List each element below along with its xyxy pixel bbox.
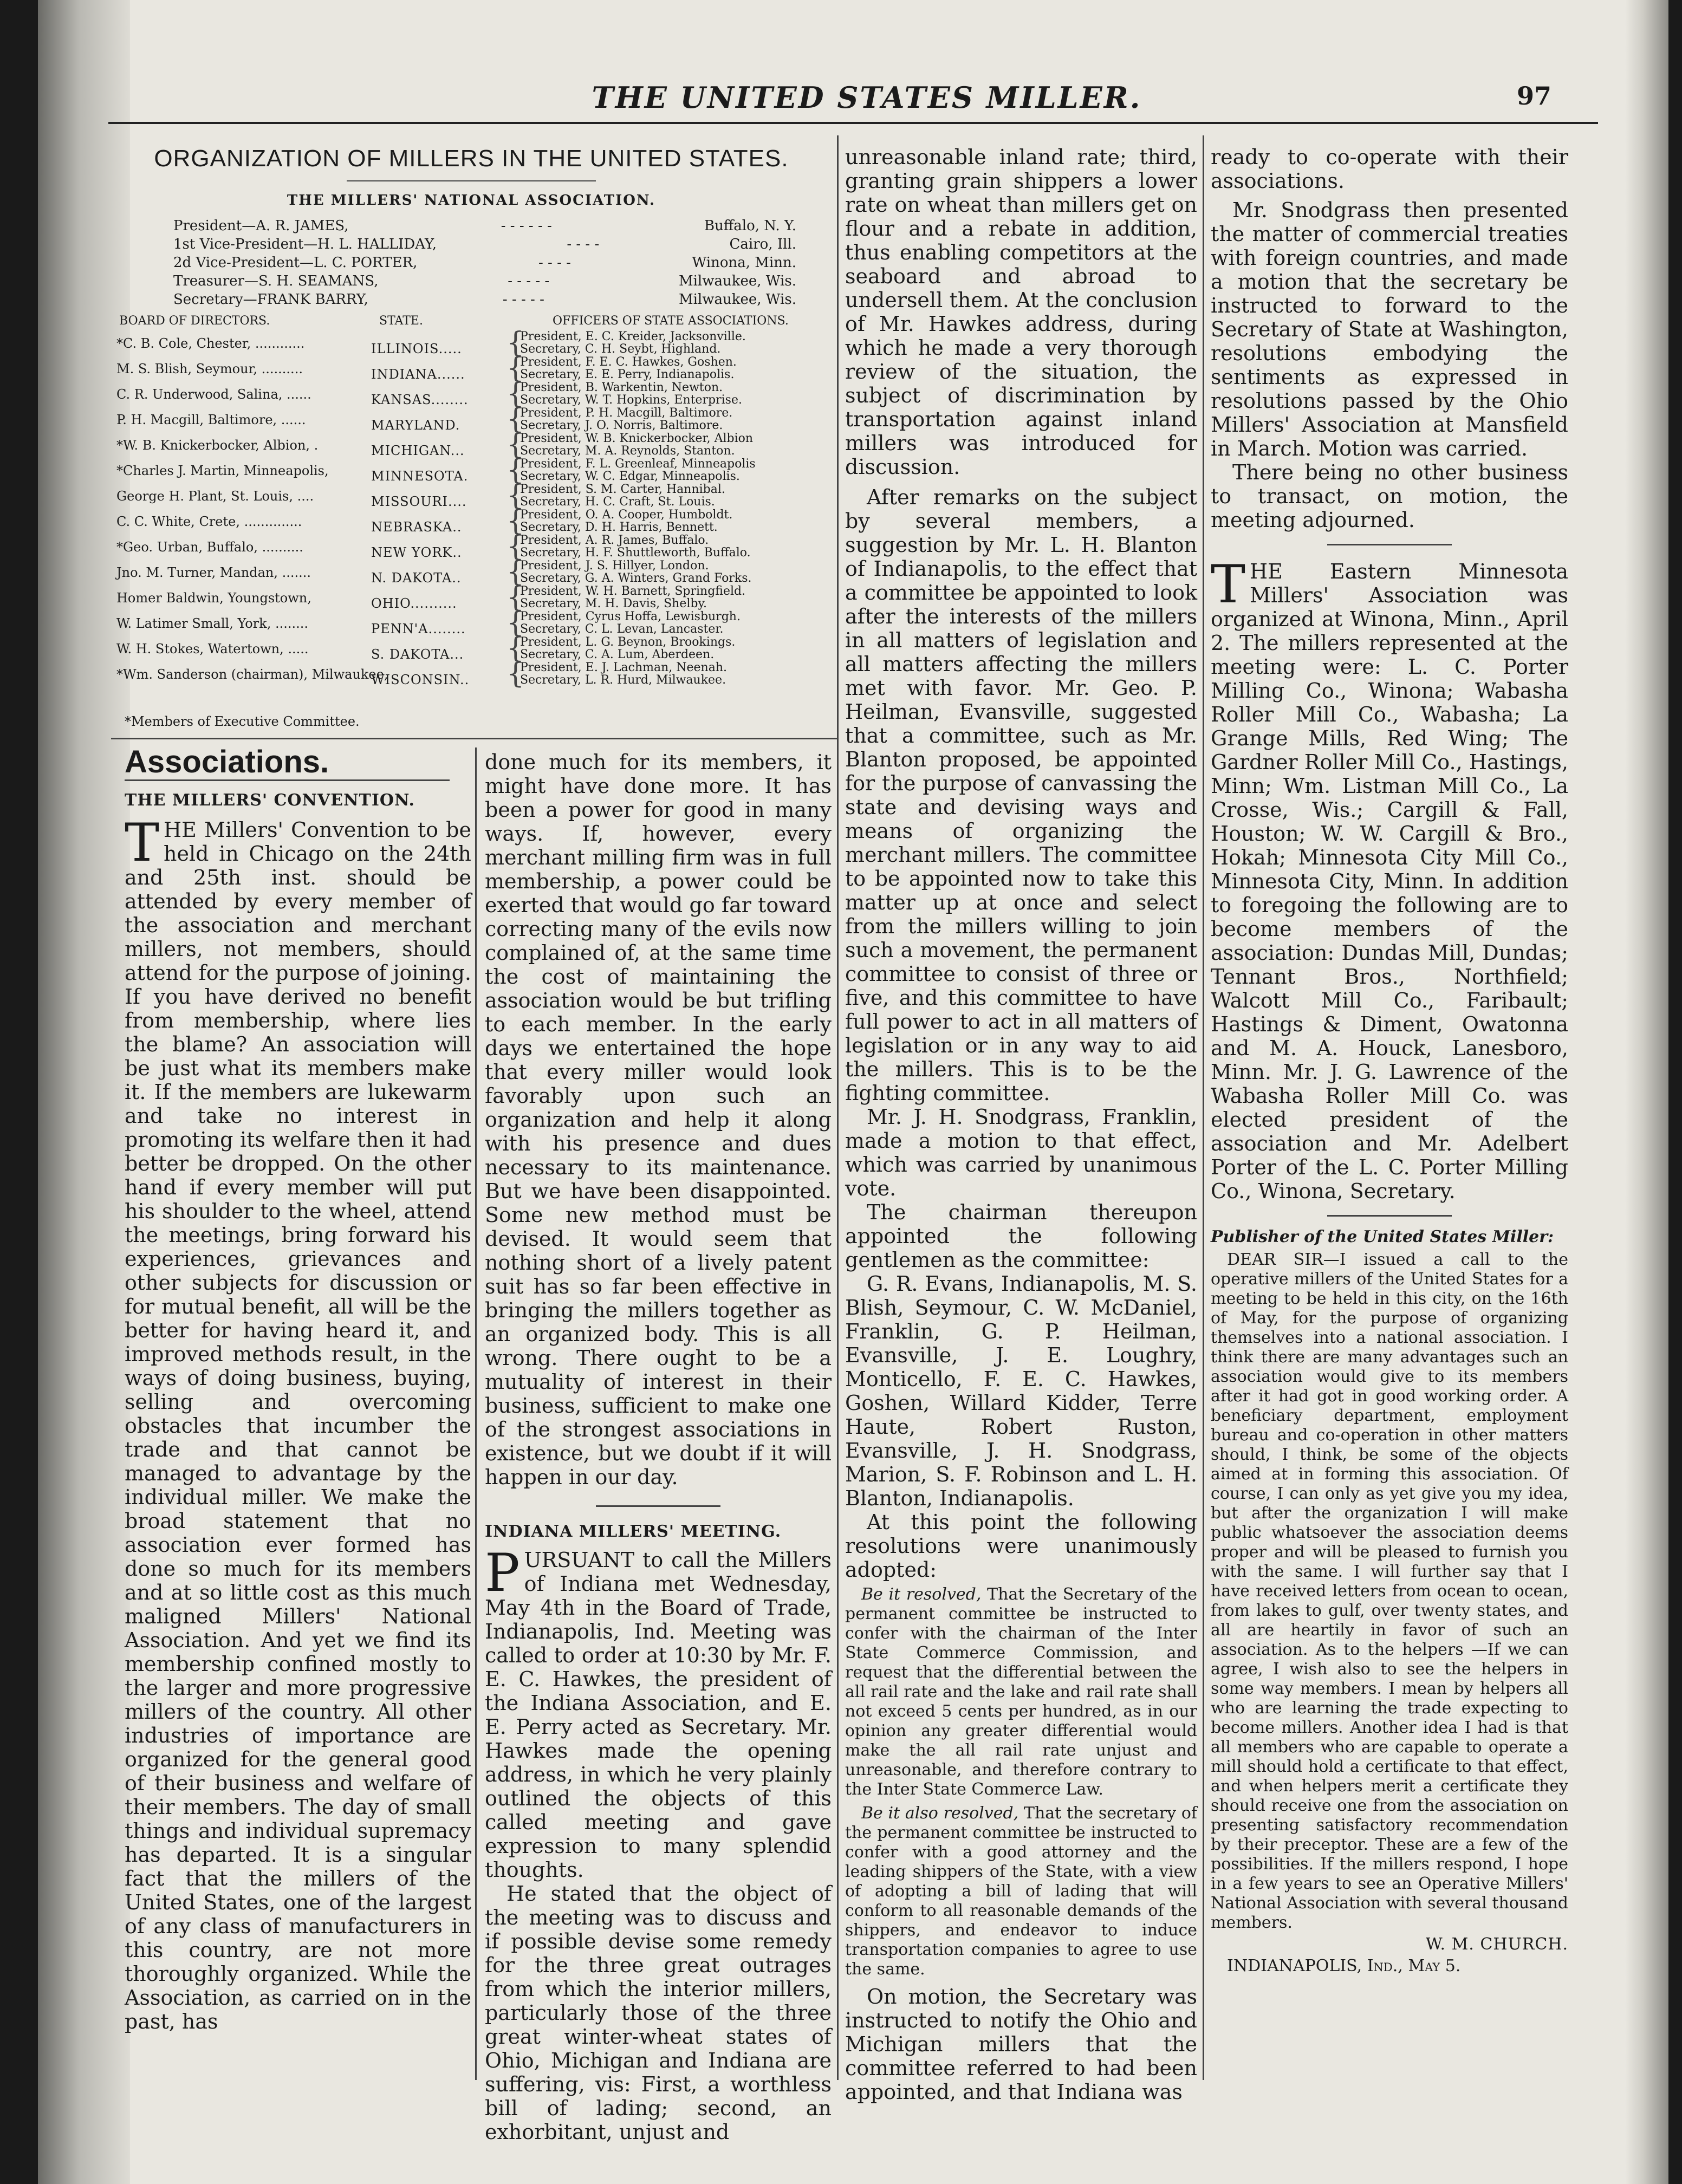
brace-mark: { xyxy=(506,632,525,665)
brace-mark: { xyxy=(506,454,525,486)
director-name: C. R. Underwood, Salina, ...... xyxy=(116,387,311,402)
board-row xyxy=(116,352,837,385)
article-text: HE Eastern Minnesota Millers' Association was organized at Winona, Minn., April 2. The millers represented at the meeting were: L. C. Porter Milling Co., Winona; Wabasha Roller Mill Co., Wabasha; La Grange Mills, Red Wing; The Gardner Roller Mill Co., Hastings, Minn; Wm. Listman Mill Co., La Crosse, Wis.; Cargill & Fall, Houston; W. W. Cargill & Bro., Hokah; Minnesota City Mill Co., Minnesota City, Minn. In addition to foregoing the following are to become members of the association: Dundas Mill, Dundas; Tennant Bros., Northfield; Walcott Mill Co., Faribault; Hastings & Diment, Owatonna and M. A. Houck, Lanesboro, Minn. Mr. J. G. Lawrence of the Wabasha Roller Mill Co. was elected president of the association and Mr. Adelbert Porter of the L. C. Porter Milling Co., Winona, Secretary. xyxy=(1211,560,1568,1203)
article-text: unreasonable inland rate; third, granting grain shippers a lower rate on wheat than millers get on flour and a rebate in addition, thus enabling competitors at the seaboard and abroad to undersell them. At the conclusion of Mr. Hawkes address, during which he made a very thorough review of the situation, the subject of discrimination by transportation against inland millers was introduced for discussion. xyxy=(845,145,1197,479)
director-name: W. H. Stokes, Watertown, ..... xyxy=(116,641,309,656)
state-officers xyxy=(520,661,727,686)
state-secretary: Secretary, J. O. Norris, Baltimore. xyxy=(520,419,723,432)
brace-mark: { xyxy=(506,530,525,563)
state-president: President, E. J. Lachman, Neenah. xyxy=(520,661,727,674)
board-row xyxy=(116,454,837,486)
letter-signature: W. M. CHURCH. xyxy=(1425,1935,1568,1954)
board-row xyxy=(116,607,837,639)
organization-title: ORGANIZATION OF MILLERS IN THE UNITED STATES. xyxy=(154,145,789,172)
resolution-text: That the Secretary of the permanent committee be instructed to confer with the chairman of the Inter State Commerce Commission, and request that the differential between the all rail rate and the lake and rail rate shall not exceed 5 cents per hundred, as in our opinion any greater differential would make the all rail rate unjust and unreasonable, and therefore contrary to the Inter State Commerce Law. xyxy=(845,1585,1197,1799)
state-officers xyxy=(520,636,735,661)
resolution-text: That the secretary of the permanent committee be instructed to confer with a good attorney and the leading shippers of the State, with a view of adopting a bill of lading that will conform to all reasonable demands of the shippers, and endeavor to induce transportation companies to agree to use the same. xyxy=(845,1804,1198,1979)
state-name: ILLINOIS..... xyxy=(371,341,462,356)
brace-mark: { xyxy=(506,378,525,410)
state-secretary: Secretary, L. R. Hurd, Milwaukee. xyxy=(520,673,726,687)
resolution-lead: Be it also resolved, xyxy=(861,1804,1019,1823)
brace-mark: { xyxy=(506,428,525,461)
state-president: President, B. Warkentin, Newton. xyxy=(520,381,723,394)
state-president: President, A. R. James, Buffalo. xyxy=(520,534,709,547)
state-president: President, W. B. Knickerbocker, Albion xyxy=(520,432,754,445)
page-number: 97 xyxy=(1517,81,1552,110)
director-name: M. S. Blish, Seymour, .......... xyxy=(116,361,303,376)
page-edge xyxy=(1625,0,1668,2184)
board-row xyxy=(116,632,837,665)
director-name: P. H. Macgill, Baltimore, ...... xyxy=(116,412,306,427)
article-text: On motion, the Secretary was instructed to notify the Ohio and Michigan millers that the committee referred to had been appointed, and that Indiana was xyxy=(845,1985,1197,2104)
letter-opening: DEAR SIR xyxy=(1227,1250,1323,1269)
state-president: President, J. S. Hillyer, London. xyxy=(520,559,709,573)
officers-header: OFFICERS OF STATE ASSOCIATIONS. xyxy=(553,314,789,328)
state-secretary: Secretary, W. C. Edgar, Minneapolis. xyxy=(520,470,740,483)
dropcap: P xyxy=(485,1543,520,1603)
state-officers xyxy=(520,610,741,635)
state-name: INDIANA...... xyxy=(371,367,465,382)
brace-mark: { xyxy=(506,403,525,435)
brace-mark: { xyxy=(506,479,525,512)
state-president: President, E. C. Kreider, Jacksonville. xyxy=(520,330,746,343)
director-name: *W. B. Knickerbocker, Albion, . xyxy=(116,438,319,453)
state-secretary: Secretary, M. H. Davis, Shelby. xyxy=(520,597,707,610)
director-name: C. C. White, Crete, .............. xyxy=(116,514,302,529)
director-name: George H. Plant, St. Louis, .... xyxy=(116,489,314,504)
state-secretary: Secretary, G. A. Winters, Grand Forks. xyxy=(520,571,752,585)
brace-mark: { xyxy=(506,505,525,537)
board-row xyxy=(116,378,837,410)
state-name: WISCONSIN.. xyxy=(371,672,470,687)
state-officers xyxy=(520,330,746,355)
state-header: STATE. xyxy=(379,314,423,328)
board-table xyxy=(116,327,837,690)
state-name: PENN'A........ xyxy=(371,621,466,636)
state-officers xyxy=(520,432,753,457)
state-president: President, Cyrus Hoffa, Lewisburgh. xyxy=(520,610,741,623)
state-president: President, F. L. Greenleaf, Minneapolis xyxy=(520,457,756,471)
divider xyxy=(1327,1215,1452,1217)
director-name: W. Latimer Small, York, ........ xyxy=(116,616,308,631)
state-secretary: Secretary, H. C. Craft, St. Louis. xyxy=(520,495,715,509)
state-secretary: Secretary, C. H. Seybt, Highland. xyxy=(520,342,721,356)
column-3 xyxy=(845,145,1197,2104)
state-president: President, F. E. C. Hawkes, Goshen. xyxy=(520,355,737,369)
article-text: done much for its members, it might have done more. It has been a power for good in many ways. If, however, every merchant milling firm was in full membership, a power could be exerted that would go far toward correcting many of the evils now complained of, at the same time the cost of maintaining the association would be but trifling to each member. In the early days we entertained the hope that every miller would look favorably upon such an organization and help it along with his presence and dues necessary to its maintenance. But we have been disappointed. Some new method must be devised. It would seem that nothing short of a lively patent suit has so far been effective in bringing the millers together as an organized body. This is all wrong. There ought to be a mutuality of interest in their business, sufficient to make one of the strongest associations in existence, but we doubt if it will happen in our day. xyxy=(485,750,832,1489)
state-secretary: Secretary, C. A. Lum, Aberdeen. xyxy=(520,648,715,661)
column-rule xyxy=(475,748,477,2080)
brace-mark: { xyxy=(506,352,525,385)
state-president: President, O. A. Cooper, Humboldt. xyxy=(520,508,733,522)
officers-list xyxy=(173,217,796,309)
director-name: *Wm. Sanderson (chairman), Milwaukee, xyxy=(116,667,388,682)
indiana-heading: INDIANA MILLERS' MEETING. xyxy=(485,1522,782,1541)
divider xyxy=(347,180,596,181)
associations-column xyxy=(125,744,471,2033)
committee-list: G. R. Evans, Indianapolis, M. S. Blish, Seymour, C. W. McDaniel, Franklin, G. P. Heilman, Evansville, J. E. Loughry, Monticello, F. E. C. Hawkes, Goshen, Willard Kidder, Terre Haute, Robert Ruston, Evansville, J. H. Snodgrass, Marion, S. F. Robinson and L. H. Blanton, Indianapolis. xyxy=(845,1272,1197,1510)
state-name: NEW YORK.. xyxy=(371,545,462,560)
article-text: After remarks on the subject by several members, a suggestion by Mr. L. H. Blanton of Indianapolis, to the effect that a committee be appointed to look after the interests of the millers in all matters of legislation and all matters affecting the millers met with favor. Mr. Geo. P. Heilman, Evansville, suggested that a committee, such as Mr. Blanton proposed, be appointed for the purpose of canvassing the state and devising ways and means of organizing the merchant millers. The committee to be appointed now to take this matter up at once and select from the millers willing to join such a movement, the permanent committee to consist of three or five, and this committee to have full power to act in all matters of legislation or in any way to aid the millers. This is to be the fighting committee. xyxy=(845,485,1197,1105)
brace-mark: { xyxy=(506,581,525,614)
article-text: Mr. J. H. Snodgrass, Franklin, made a motion to that effect, which was carried by unanimous vote. xyxy=(845,1105,1197,1200)
state-officers xyxy=(520,356,737,381)
brace-mark: { xyxy=(506,556,525,588)
brace-mark: { xyxy=(506,327,525,359)
column-rule xyxy=(837,135,839,2080)
brace-mark: { xyxy=(506,607,525,639)
article-text: Mr. Snodgrass then presented the matter of commercial treaties with foreign countries, and made a motion that the secretary be instructed to forward to the Secretary of State at Washington, resolutions embodying the sentiments as expressed in resolutions passed by the Ohio Millers' Association at Mansfield in March. Motion was carried. xyxy=(1211,198,1568,460)
officer-row: 2d Vice-President—L. C. PORTER, - - - - Winona, Minn. xyxy=(173,255,796,271)
binding-gutter xyxy=(38,0,130,2184)
associations-heading: Associations. xyxy=(125,744,329,779)
state-secretary: Secretary, E. E. Perry, Indianapolis. xyxy=(520,368,735,381)
column-rule xyxy=(1203,135,1204,2080)
board-row xyxy=(116,530,837,563)
officer-row: President—A. R. JAMES, - - - - - - Buffalo, N. Y. xyxy=(173,218,796,234)
state-officers xyxy=(520,407,732,432)
article-text: URSUANT to call the Millers of Indiana met Wednesday, May 4th in the Board of Trade, Indianapolis, Ind. Meeting was called to order at 10:30 by Mr. F. E. C. Hawkes, the president of the Indiana Association, and E. E. Perry acted as Secretary. Mr. Hawkes made the opening address, in which he very plainly outlined the objects of this called meeting and gave expression to many splendid thoughts. xyxy=(485,1548,832,1882)
board-header: BOARD OF DIRECTORS. xyxy=(119,314,270,328)
state-president: President, P. H. Macgill, Baltimore. xyxy=(520,406,733,420)
column-4 xyxy=(1211,145,1568,1976)
state-secretary: Secretary, D. H. Harris, Bennett. xyxy=(520,521,718,534)
article-text: The chairman thereupon appointed the following gentlemen as the committee: xyxy=(845,1200,1197,1272)
masthead-title: THE UNITED STATES MILLER. xyxy=(592,80,1142,115)
brace-mark: { xyxy=(506,658,525,690)
state-president: President, L. G. Beynon, Brookings. xyxy=(520,635,736,649)
state-officers xyxy=(520,458,756,483)
director-name: *Charles J. Martin, Minneapolis, xyxy=(116,463,329,478)
state-officers xyxy=(520,483,725,508)
article-text: There being no other business to transact, on motion, the meeting adjourned. xyxy=(1211,460,1568,532)
state-name: S. DAKOTA... xyxy=(371,647,464,662)
state-name: MINNESOTA. xyxy=(371,469,469,484)
officer-row: Treasurer—S. H. SEAMANS, - - - - - Milwaukee, Wis. xyxy=(173,273,796,289)
board-row xyxy=(116,658,837,690)
footnote: *Members of Executive Committee. xyxy=(125,714,360,729)
state-secretary: Secretary, W. T. Hopkins, Enterprise. xyxy=(520,393,742,407)
state-name: MARYLAND. xyxy=(371,418,460,433)
letter-body: —I issued a call to the operative millers of the United States for a meeting to be held in this city, on the 16th of May, for the purpose of organizing themselves into a national association. I think there are many advantages such an association would give to its members after it had got in good working order. A beneficiary department, employment bureau and co-operation in other matters should, I think, be some of the objects aimed at in forming this association. Of course, I can only as yet give you my idea, but after the organization I will make public whatsoever the association deems proper and will be pleased to furnish you with the same. I will further say that I have received letters from ocean to ocean, from lakes to gulf, over twenty states, and all are heartily in favor of such an association. As to the helpers —If we can agree, I wish also to see the helpers in some way members. I mean by helpers all who are learning the trade expecting to become millers. Another idea I had is that all members who are capable to operate a mill should hold a certificate to that effect, and when helpers merit a certificate they should receive one from the association on presenting satisfactory recommendation by their preceptor. These are a few of the possibilities. If the millers respond, I hope in a few years to see an Operative Millers' National Association with several thousand members. xyxy=(1211,1250,1568,1932)
state-name: KANSAS........ xyxy=(371,392,469,407)
letter-dateline: INDIANAPOLIS, Ind., May 5. xyxy=(1227,1956,1461,1975)
director-name: Jno. M. Turner, Mandan, ....... xyxy=(116,565,311,580)
state-name: N. DAKOTA.. xyxy=(371,570,462,586)
state-president: President, S. M. Carter, Hannibal. xyxy=(520,483,725,496)
article-text: At this point the following resolutions were unanimously adopted: xyxy=(845,1510,1197,1582)
state-president: President, W. H. Barnett, Springfield. xyxy=(520,584,746,598)
letter-salutation: Publisher of the United States Miller: xyxy=(1211,1227,1554,1246)
state-officers xyxy=(520,560,752,584)
board-row xyxy=(116,327,837,359)
state-secretary: Secretary, H. F. Shuttleworth, Buffalo. xyxy=(520,546,751,560)
dropcap: T xyxy=(125,812,160,873)
state-name: MISSOURI.... xyxy=(371,494,467,509)
director-name: *Geo. Urban, Buffalo, .......... xyxy=(116,540,303,555)
state-officers xyxy=(520,381,742,406)
board-row xyxy=(116,556,837,588)
officer-row: Secretary—FRANK BARRY, - - - - - Milwaukee, Wis. xyxy=(173,291,796,308)
divider xyxy=(596,1505,720,1507)
header-rule xyxy=(108,122,1598,124)
officer-row: 1st Vice-President—H. L. HALLIDAY, - - - - Cairo, Ill. xyxy=(173,236,796,252)
state-officers xyxy=(520,509,732,534)
board-row xyxy=(116,403,837,435)
board-row xyxy=(116,505,837,537)
divider xyxy=(125,779,450,781)
dropcap: T xyxy=(1211,554,1246,615)
state-name: MICHIGAN... xyxy=(371,443,465,458)
board-row xyxy=(116,428,837,461)
state-secretary: Secretary, M. A. Reynolds, Stanton. xyxy=(520,444,735,458)
state-name: NEBRASKA.. xyxy=(371,519,462,535)
convention-heading: THE MILLERS' CONVENTION. xyxy=(125,791,415,810)
state-secretary: Secretary, C. L. Levan, Lancaster. xyxy=(520,622,724,636)
director-name: *C. B. Cole, Chester, ............ xyxy=(116,336,305,351)
state-officers xyxy=(520,534,751,559)
article-text: He stated that the object of the meeting was to discuss and if possible devise some remedy for the three great outrages from which the interior millers, particularly those of the three great winter-wheat states of Ohio, Michigan and Indiana are suffering, vis: First, a worthless bill of lading; second, an exhorbitant, unjust and xyxy=(485,1882,832,2144)
article-text: HE Millers' Convention to be held in Chicago on the 24th and 25th inst. should be attended by every member of the association and merchant millers, not members, should attend for the purpose of joining. If you have derived no benefit from membership, where lies the blame? An association will be just what its members make it. If the members are lukewarm and take no interest in promoting its welfare then it had better be dropped. On the other hand if every member will put his shoulder to the wheel, attend the meetings, bring forward his experiences, grievances and other subjects for discussion or for mutual benefit, all will be the better for having heard it, and improved methods result, in the ways of doing business, buying, selling and overcoming obstacles that incumber the trade and that cannot be managed to advantage by the individual miller. We make the broad statement that no association ever formed has done so much for its members and at so little cost as this much maligned Millers' National Association. And yet we find its membership confined mostly to the larger and more progressive millers of the country. All other industries of importance are organized for the general good of their business and welfare of their members. The day of small things and individual supremacy has departed. It is a singular fact that the millers of the United States, one of the largest of any class of manufacturers in this country, are not more thoroughly organized. While the Association, as carried on in the past, has xyxy=(125,818,471,2033)
director-name: Homer Baldwin, Youngstown, xyxy=(116,590,311,606)
association-title: THE MILLERS' NATIONAL ASSOCIATION. xyxy=(287,192,656,209)
divider xyxy=(1327,544,1452,545)
board-row xyxy=(116,581,837,614)
column-2 xyxy=(485,750,832,2144)
article-text: ready to co-operate with their associations. xyxy=(1211,145,1568,193)
board-row xyxy=(116,479,837,512)
state-name: OHIO.......... xyxy=(371,596,457,611)
section-divider xyxy=(111,738,837,739)
resolution-lead: Be it resolved, xyxy=(861,1585,982,1604)
state-officers xyxy=(520,585,745,610)
